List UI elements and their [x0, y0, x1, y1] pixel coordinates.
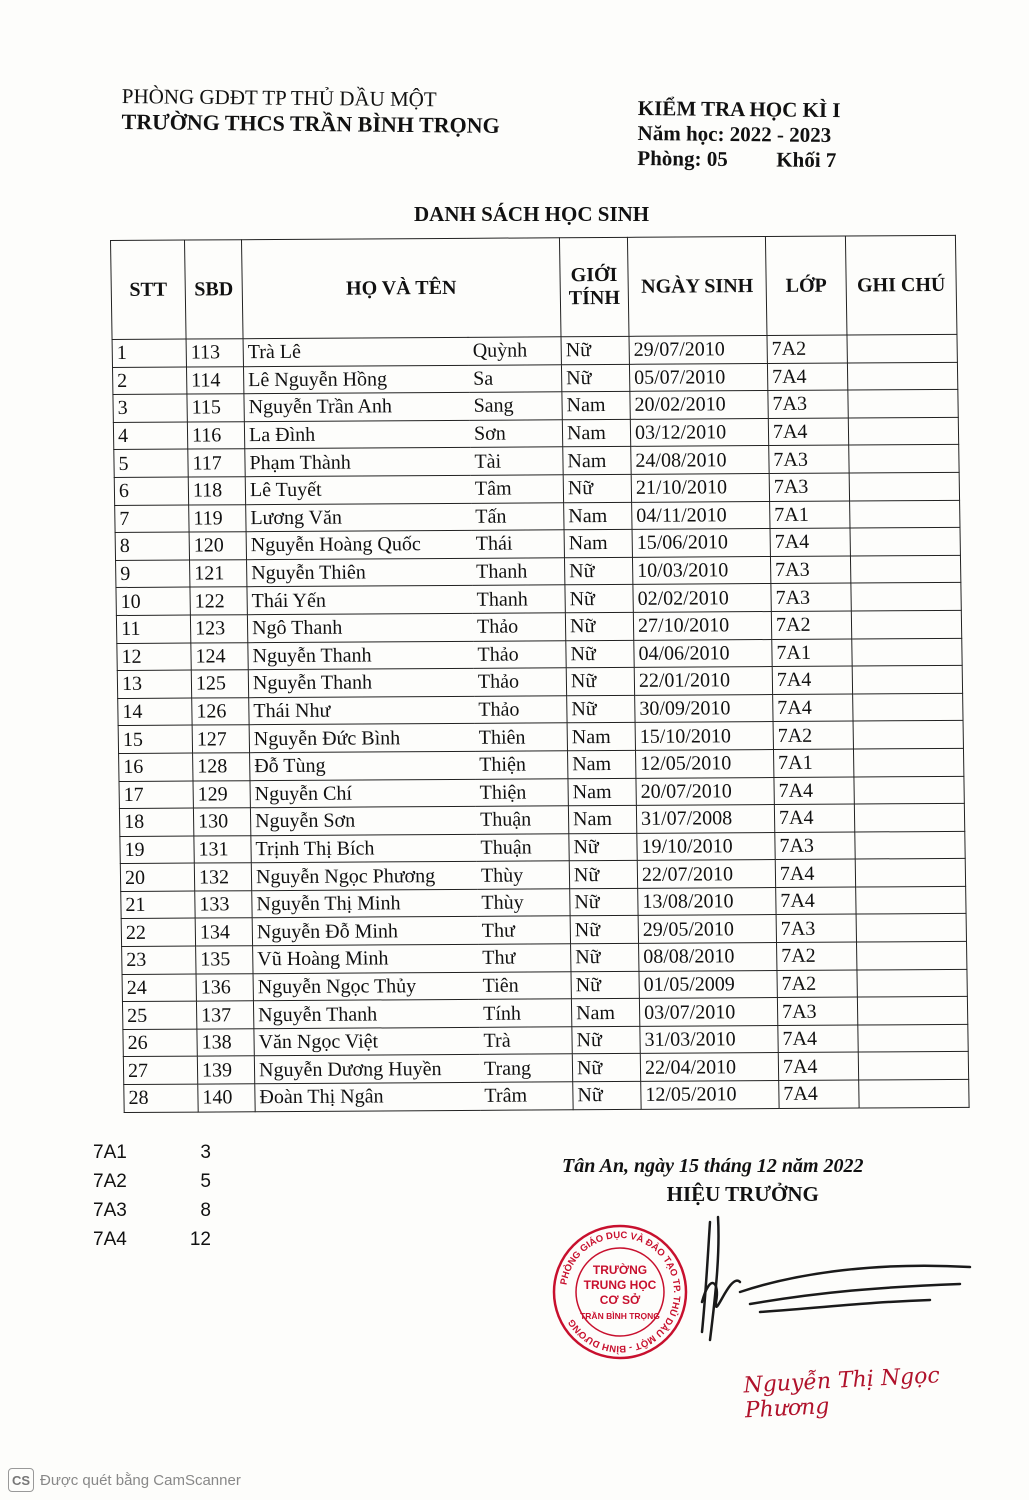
- exam-title: KIỂM TRA HỌC KÌ I: [637, 96, 841, 123]
- cell-note: [850, 500, 960, 528]
- cell-sbd: 132: [194, 863, 251, 891]
- cell-sbd: 140: [198, 1084, 255, 1112]
- cell-sbd: 120: [189, 532, 246, 560]
- summary-row: [93, 1142, 233, 1171]
- cell-dob: 22/07/2010: [637, 860, 775, 888]
- cell-first-name: Thảo: [473, 640, 566, 668]
- summary-class: 7A4: [93, 1229, 127, 1250]
- cell-last-middle-name: Văn Ngọc Việt: [254, 1027, 479, 1056]
- cell-gender: Nữ: [571, 971, 639, 999]
- cell-class: 7A4: [778, 1025, 858, 1053]
- header-stt: STT: [111, 240, 187, 339]
- cell-sbd: 131: [194, 835, 251, 863]
- cell-first-name: Trang: [479, 1054, 572, 1082]
- camscanner-logo-icon: CS: [8, 1468, 34, 1492]
- cell-class: 7A2: [773, 721, 853, 749]
- cell-class: 7A1: [773, 749, 853, 777]
- cell-stt: 10: [116, 587, 190, 615]
- cell-gender: Nữ: [566, 640, 634, 668]
- seal-line3: CƠ SỞ: [599, 1293, 641, 1307]
- cell-stt: 7: [115, 505, 189, 533]
- cell-stt: 16: [119, 753, 193, 781]
- cell-gender: Nam: [568, 805, 636, 833]
- cell-last-middle-name: Nguyễn Thanh: [248, 641, 473, 670]
- cell-stt: 19: [120, 836, 194, 864]
- cell-gender: Nữ: [572, 1026, 640, 1054]
- cell-dob: 01/05/2009: [639, 970, 777, 998]
- cell-class: 7A4: [772, 666, 852, 694]
- cell-dob: 04/11/2010: [632, 501, 770, 529]
- cell-sbd: 127: [192, 725, 249, 753]
- cell-sbd: 130: [193, 808, 250, 836]
- cell-last-middle-name: Vũ Hoàng Minh: [253, 944, 478, 973]
- cell-dob: 21/10/2010: [631, 473, 769, 501]
- cell-sbd: 134: [195, 918, 252, 946]
- cell-sbd: 139: [197, 1056, 254, 1084]
- header-note: GHI CHÚ: [845, 235, 957, 335]
- cell-class: 7A3: [768, 390, 848, 418]
- cell-gender: Nam: [568, 778, 636, 806]
- cell-first-name: Thái: [471, 530, 564, 558]
- cell-first-name: Thảo: [473, 668, 566, 696]
- cell-sbd: 125: [191, 670, 248, 698]
- cell-class: 7A1: [770, 501, 850, 529]
- cell-gender: Nữ: [564, 557, 632, 585]
- header-right: [637, 96, 840, 174]
- cell-sbd: 135: [196, 946, 253, 974]
- summary-row: [93, 1171, 233, 1200]
- cell-sbd: 129: [193, 780, 250, 808]
- cell-class: 7A1: [772, 639, 852, 667]
- cell-stt: 15: [118, 725, 192, 753]
- cell-dob: 29/05/2010: [638, 915, 776, 943]
- cell-gender: Nữ: [570, 888, 638, 916]
- grade-label: Khối 7: [776, 147, 837, 173]
- cell-gender: Nam: [571, 999, 639, 1027]
- scanner-text: Được quét bằng CamScanner: [40, 1471, 241, 1489]
- cell-note: [855, 859, 965, 887]
- cell-last-middle-name: Nguyễn Đức Bình: [249, 724, 474, 753]
- cell-class: 7A4: [770, 528, 850, 556]
- header-left: [121, 84, 500, 140]
- cell-gender: Nữ: [561, 336, 629, 364]
- cell-note: [852, 638, 962, 666]
- cell-last-middle-name: Lương Văn: [246, 503, 471, 532]
- cell-sbd: 114: [186, 366, 243, 394]
- cell-note: [851, 610, 961, 638]
- cell-dob: 24/08/2010: [631, 446, 769, 474]
- summary-count: 12: [189, 1229, 211, 1250]
- cell-note: [853, 748, 963, 776]
- cell-last-middle-name: Thái Như: [249, 696, 474, 725]
- cell-stt: 1: [112, 339, 186, 367]
- cell-first-name: Sang: [469, 392, 562, 420]
- cell-dob: 04/06/2010: [634, 639, 772, 667]
- cell-sbd: 113: [186, 339, 243, 367]
- cell-last-middle-name: Ngô Thanh: [247, 613, 472, 642]
- cell-sbd: 138: [197, 1029, 254, 1057]
- cell-sbd: 119: [189, 504, 246, 532]
- cell-dob: 12/05/2010: [641, 1081, 779, 1109]
- cell-dob: 03/12/2010: [630, 418, 768, 446]
- cell-dob: 03/07/2010: [639, 998, 777, 1026]
- school-year: Năm học: 2022 - 2023: [637, 121, 832, 148]
- cell-class: 7A3: [769, 473, 849, 501]
- cell-gender: Nữ: [565, 585, 633, 613]
- cell-note: [854, 776, 964, 804]
- cell-gender: Nam: [562, 392, 630, 420]
- cell-sbd: 124: [191, 642, 248, 670]
- page-title: DANH SÁCH HỌC SINH: [414, 202, 650, 226]
- cell-note: [854, 803, 964, 831]
- cell-dob: 13/08/2010: [638, 887, 776, 915]
- cell-first-name: Tâm: [470, 475, 563, 503]
- cell-dob: 19/10/2010: [637, 832, 775, 860]
- cell-last-middle-name: La Đình: [244, 420, 469, 449]
- cell-class: 7A3: [775, 832, 855, 860]
- cell-gender: Nam: [567, 723, 635, 751]
- signer-role: HIỆU TRƯỞNG: [666, 1182, 819, 1206]
- department-name: PHÒNG GDĐT TP THỦ DẦU MỘT: [121, 84, 437, 112]
- cell-sbd: 126: [192, 697, 249, 725]
- cell-first-name: Tiên: [478, 971, 571, 999]
- scanner-watermark: [8, 1468, 241, 1492]
- seal-line1: TRƯỜNG: [592, 1263, 648, 1277]
- cell-sbd: 123: [190, 615, 247, 643]
- cell-dob: 15/10/2010: [635, 722, 773, 750]
- summary-count: 3: [200, 1142, 211, 1163]
- cell-first-name: Thiện: [475, 751, 568, 779]
- cell-stt: 13: [117, 670, 191, 698]
- cell-first-name: Thuận: [476, 833, 569, 861]
- cell-stt: 11: [116, 615, 190, 643]
- cell-gender: Nữ: [567, 695, 635, 723]
- cell-sbd: 121: [190, 559, 247, 587]
- cell-note: [848, 417, 958, 445]
- cell-stt: 28: [124, 1084, 198, 1112]
- cell-first-name: Thư: [478, 944, 571, 972]
- cell-first-name: Thư: [477, 916, 570, 944]
- cell-last-middle-name: Nguyễn Sơn: [250, 806, 475, 835]
- cell-note: [852, 665, 962, 693]
- summary-count: 8: [200, 1200, 211, 1221]
- cell-class: 7A4: [779, 1080, 859, 1108]
- cell-first-name: Sơn: [469, 420, 562, 448]
- cell-note: [856, 914, 966, 942]
- cell-stt: 9: [116, 560, 190, 588]
- cell-class: 7A2: [771, 611, 851, 639]
- cell-dob: 31/07/2008: [636, 805, 774, 833]
- cell-last-middle-name: Nguyễn Hoàng Quốc: [246, 530, 471, 559]
- cell-note: [847, 334, 957, 362]
- cell-dob: 08/08/2010: [639, 943, 777, 971]
- cell-class: 7A4: [776, 887, 856, 915]
- cell-first-name: Thảo: [472, 613, 565, 641]
- cell-dob: 30/09/2010: [635, 694, 773, 722]
- cell-gender: Nữ: [566, 667, 634, 695]
- signing-date: Tân An, ngày 15 tháng 12 năm 2022: [562, 1155, 864, 1177]
- cell-last-middle-name: Nguyễn Thanh: [253, 1000, 478, 1029]
- cell-dob: 22/01/2010: [634, 667, 772, 695]
- cell-last-middle-name: Nguyễn Thị Minh: [252, 889, 477, 918]
- cell-note: [850, 527, 960, 555]
- cell-stt: 2: [112, 367, 186, 395]
- cell-class: 7A4: [773, 694, 853, 722]
- cell-note: [849, 445, 959, 473]
- header-sbd: SBD: [184, 240, 243, 339]
- cell-first-name: Trâm: [480, 1082, 573, 1110]
- signature-scribble-icon: [680, 1212, 980, 1352]
- cell-stt: 24: [122, 974, 196, 1002]
- seal-ring-text: PHÒNG GIÁO DỤC VÀ ĐÀO TẠO TP. THỦ DẦU MỘT - BÌNH DƯƠNG: [558, 1229, 683, 1355]
- cell-note: [855, 831, 965, 859]
- cell-last-middle-name: Nguyễn Thanh: [248, 668, 473, 697]
- cell-dob: 05/07/2010: [629, 363, 767, 391]
- cell-class: 7A3: [776, 914, 856, 942]
- cell-dob: 10/03/2010: [632, 556, 770, 584]
- cell-note: [853, 721, 963, 749]
- cell-sbd: 136: [196, 973, 253, 1001]
- header-class: LỚP: [765, 236, 847, 335]
- cell-class: 7A2: [777, 970, 857, 998]
- cell-note: [858, 1052, 968, 1080]
- cell-class: 7A2: [777, 942, 857, 970]
- cell-note: [858, 1024, 968, 1052]
- cell-stt: 5: [114, 449, 188, 477]
- summary-row: [93, 1200, 233, 1229]
- cell-gender: Nữ: [561, 364, 629, 392]
- room-number: Phòng: 05: [637, 146, 728, 172]
- cell-last-middle-name: Nguyễn Chí: [250, 779, 475, 808]
- cell-class: 7A4: [774, 804, 854, 832]
- cell-gender: Nữ: [563, 474, 631, 502]
- cell-class: 7A3: [769, 445, 849, 473]
- cell-gender: Nữ: [569, 833, 637, 861]
- header-gender: [559, 237, 629, 336]
- cell-first-name: Quỳnh: [468, 337, 561, 365]
- class-summary: [93, 1142, 233, 1258]
- summary-count: 5: [200, 1171, 211, 1192]
- cell-stt: 14: [118, 698, 192, 726]
- cell-gender: Nữ: [573, 1081, 641, 1109]
- cell-last-middle-name: Thái Yến: [247, 586, 472, 615]
- cell-last-middle-name: Phạm Thành: [245, 448, 470, 477]
- cell-first-name: Thùy: [476, 861, 569, 889]
- cell-stt: 4: [113, 422, 187, 450]
- cell-stt: 26: [123, 1029, 197, 1057]
- cell-dob: 20/07/2010: [636, 777, 774, 805]
- cell-gender: Nam: [568, 750, 636, 778]
- student-table-wrapper: [110, 235, 970, 1113]
- cell-note: [853, 693, 963, 721]
- cell-note: [849, 472, 959, 500]
- cell-dob: 15/06/2010: [632, 529, 770, 557]
- cell-stt: 20: [120, 863, 194, 891]
- cell-stt: 21: [121, 891, 195, 919]
- cell-stt: 6: [114, 477, 188, 505]
- cell-last-middle-name: Đoàn Thị Ngân: [255, 1082, 480, 1111]
- cell-note: [857, 969, 967, 997]
- cell-last-middle-name: Lê Nguyễn Hồng: [243, 365, 468, 394]
- cell-sbd: 117: [188, 449, 245, 477]
- cell-first-name: Trà: [479, 1027, 572, 1055]
- student-table: [110, 235, 970, 1113]
- cell-gender: Nữ: [569, 861, 637, 889]
- cell-note: [851, 583, 961, 611]
- cell-dob: 22/04/2010: [640, 1053, 778, 1081]
- cell-dob: 31/03/2010: [640, 1025, 778, 1053]
- cell-dob: 02/02/2010: [633, 584, 771, 612]
- school-seal-icon: [550, 1222, 690, 1362]
- cell-first-name: Thiện: [475, 778, 568, 806]
- header-name: HỌ VÀ TÊN: [241, 238, 561, 339]
- cell-sbd: 115: [187, 394, 244, 422]
- cell-sbd: 118: [188, 477, 245, 505]
- cell-class: 7A4: [767, 363, 847, 391]
- cell-first-name: Tấn: [471, 502, 564, 530]
- cell-stt: 12: [117, 643, 191, 671]
- cell-first-name: Tài: [470, 447, 563, 475]
- cell-note: [859, 1079, 969, 1107]
- cell-gender: Nam: [562, 419, 630, 447]
- cell-first-name: Sa: [468, 364, 561, 392]
- cell-sbd: 122: [190, 587, 247, 615]
- header-gender-line2: TÍNH: [568, 286, 621, 310]
- summary-class: 7A1: [93, 1142, 127, 1163]
- cell-sbd: 137: [196, 1001, 253, 1029]
- cell-note: [857, 997, 967, 1025]
- cell-last-middle-name: Nguyễn Dương Huyền: [254, 1055, 479, 1084]
- cell-stt: 22: [121, 919, 195, 947]
- cell-sbd: 133: [195, 891, 252, 919]
- cell-gender: Nữ: [571, 943, 639, 971]
- cell-sbd: 116: [187, 421, 244, 449]
- signer-name: Nguyễn Thị Ngọc Phương: [742, 1363, 941, 1424]
- cell-gender: Nữ: [570, 916, 638, 944]
- cell-first-name: Thùy: [477, 889, 570, 917]
- summary-row: [93, 1229, 233, 1258]
- cell-gender: Nữ: [565, 612, 633, 640]
- cell-stt: 27: [123, 1057, 197, 1085]
- cell-stt: 18: [119, 808, 193, 836]
- cell-dob: 20/02/2010: [630, 391, 768, 419]
- cell-stt: 17: [119, 781, 193, 809]
- cell-class: 7A3: [771, 583, 851, 611]
- room-grade-line: [637, 146, 840, 173]
- cell-note: [850, 555, 960, 583]
- cell-last-middle-name: Trịnh Thị Bích: [251, 834, 476, 863]
- cell-class: 7A3: [770, 556, 850, 584]
- cell-last-middle-name: Nguyễn Trần Anh: [244, 393, 469, 422]
- cell-gender: Nữ: [572, 1054, 640, 1082]
- signature-block: [562, 1155, 864, 1207]
- header-dob: NGÀY SINH: [627, 236, 767, 336]
- cell-class: 7A4: [768, 418, 848, 446]
- seal-line4: TRẦN BÌNH TRỌNG: [580, 1311, 660, 1321]
- cell-gender: Nam: [564, 502, 632, 530]
- cell-stt: 25: [122, 1001, 196, 1029]
- cell-gender: Nam: [564, 530, 632, 558]
- cell-last-middle-name: Trà Lê: [243, 337, 468, 366]
- cell-first-name: Thanh: [472, 585, 565, 613]
- cell-note: [847, 362, 957, 390]
- cell-last-middle-name: Đỗ Tùng: [250, 751, 475, 780]
- school-name: TRƯỜNG THCS TRẦN BÌNH TRỌNG: [121, 109, 500, 139]
- cell-first-name: Tính: [478, 999, 571, 1027]
- cell-note: [856, 886, 966, 914]
- cell-last-middle-name: Nguyễn Ngọc Thủy: [253, 972, 478, 1001]
- cell-stt: 23: [122, 946, 196, 974]
- cell-note: [848, 390, 958, 418]
- cell-last-middle-name: Nguyễn Thiên: [247, 558, 472, 587]
- cell-dob: 29/07/2010: [629, 335, 767, 363]
- table-row: [124, 1079, 969, 1112]
- summary-class: 7A3: [93, 1200, 127, 1221]
- table-header-row: [111, 235, 957, 339]
- cell-first-name: Thảo: [474, 695, 567, 723]
- summary-class: 7A2: [93, 1171, 127, 1192]
- cell-last-middle-name: Nguyễn Đỗ Minh: [252, 917, 477, 946]
- cell-class: 7A4: [775, 859, 855, 887]
- cell-stt: 3: [113, 394, 187, 422]
- cell-gender: Nam: [563, 447, 631, 475]
- cell-first-name: Thanh: [471, 558, 564, 586]
- seal-line2: TRUNG HỌC: [583, 1278, 657, 1292]
- cell-class: 7A2: [767, 335, 847, 363]
- cell-class: 7A4: [778, 1052, 858, 1080]
- cell-first-name: Thuận: [475, 806, 568, 834]
- cell-first-name: Thiên: [474, 723, 567, 751]
- header-gender-line1: GIỚI: [570, 263, 618, 287]
- cell-class: 7A3: [777, 997, 857, 1025]
- cell-sbd: 128: [193, 753, 250, 781]
- cell-last-middle-name: Lê Tuyết: [245, 475, 470, 504]
- cell-note: [857, 941, 967, 969]
- cell-dob: 27/10/2010: [633, 611, 771, 639]
- cell-stt: 8: [115, 532, 189, 560]
- cell-last-middle-name: Nguyễn Ngọc Phương: [251, 862, 476, 891]
- cell-class: 7A4: [774, 777, 854, 805]
- cell-dob: 12/05/2010: [636, 749, 774, 777]
